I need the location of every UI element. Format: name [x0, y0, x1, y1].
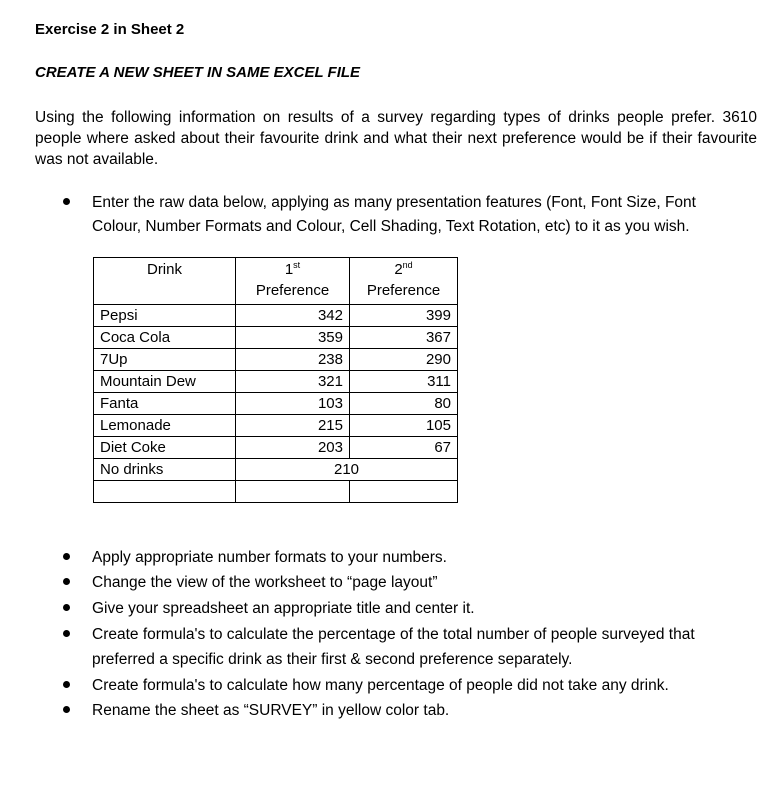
cell-drink: Coca Cola — [94, 327, 236, 349]
bullet-dot — [63, 681, 70, 688]
cell-second: 311 — [350, 371, 458, 393]
table-row-no-drinks — [94, 459, 458, 481]
cell-first: 238 — [236, 349, 350, 371]
cell-second: 399 — [350, 305, 458, 327]
bullet-dot — [63, 553, 70, 560]
cell-second: 67 — [350, 437, 458, 459]
cell-first: 203 — [236, 437, 350, 459]
bullet-percentage-formula: Create formula's to calculate the percentage of the total number of people surveyed that preferred a specific drink as their first & second preference separately. — [92, 626, 695, 668]
cell-drink: Lemonade — [94, 415, 236, 437]
bullet-enter-raw-data: Enter the raw data below, applying as many presentation features (Font, Font Size, Font Colour, Number Formats and Colour, Cell Shading, Text Rotation, etc) to it as you wish. — [92, 194, 696, 235]
bullet-dot — [63, 706, 70, 713]
bullet-dot — [63, 604, 70, 611]
survey-table — [93, 257, 458, 503]
cell-drink: Fanta — [94, 393, 236, 415]
header-second-sup: nd — [402, 260, 413, 270]
cell-second: 80 — [350, 393, 458, 415]
bullet-number-formats: Apply appropriate number formats to your numbers. — [92, 549, 447, 566]
cell-empty — [236, 481, 350, 503]
table-row — [94, 415, 458, 437]
table-row — [94, 393, 458, 415]
header-second-word: Preference — [366, 282, 441, 299]
table-row — [94, 371, 458, 393]
exercise-heading: Exercise 2 in Sheet 2 — [35, 21, 185, 38]
bullet-title: Give your spreadsheet an appropriate title and center it. — [92, 600, 475, 617]
bullet-dot — [63, 630, 70, 637]
header-first-sup: st — [293, 260, 301, 270]
cell-empty — [94, 481, 236, 503]
bullet-page-layout: Change the view of the worksheet to “page layout” — [92, 574, 438, 591]
cell-first: 342 — [236, 305, 350, 327]
table-row — [94, 349, 458, 371]
cell-first: 321 — [236, 371, 350, 393]
cell-second: 105 — [350, 415, 458, 437]
cell-second: 290 — [350, 349, 458, 371]
cell-first: 215 — [236, 415, 350, 437]
cell-second: 367 — [350, 327, 458, 349]
cell-drink: Diet Coke — [94, 437, 236, 459]
table-header-row — [94, 258, 458, 305]
cell-drink: Pepsi — [94, 305, 236, 327]
table-row — [94, 327, 458, 349]
cell-drink: No drinks — [94, 459, 236, 481]
cell-no-drinks-value: 210 — [236, 459, 458, 481]
bullet-dot — [63, 578, 70, 585]
instruction-subheading: CREATE A NEW SHEET IN SAME EXCEL FILE — [35, 64, 361, 81]
bullet-dot — [63, 198, 70, 205]
table-row — [94, 437, 458, 459]
header-first-num: 1 — [284, 261, 294, 278]
header-drink: Drink — [94, 258, 236, 305]
cell-empty — [350, 481, 458, 503]
cell-first: 103 — [236, 393, 350, 415]
intro-paragraph: Using the following information on results of a survey regarding types of drinks people prefer. 3610 people where asked about their favourite drink and what their next preference would be if their favourite was not available. — [35, 109, 757, 168]
header-first-preference — [236, 258, 350, 305]
cell-drink: 7Up — [94, 349, 236, 371]
bullet-no-drink-formula: Create formula's to calculate how many percentage of people did not take any drink. — [92, 677, 669, 694]
cell-drink: Mountain Dew — [94, 371, 236, 393]
table-row-empty — [94, 481, 458, 503]
header-second-num: 2 — [394, 261, 403, 278]
header-second-preference — [350, 258, 458, 305]
cell-first: 359 — [236, 327, 350, 349]
header-first-word: Preference — [255, 282, 330, 299]
table-row — [94, 305, 458, 327]
bullet-rename-sheet: Rename the sheet as “SURVEY” in yellow color tab. — [92, 702, 450, 719]
